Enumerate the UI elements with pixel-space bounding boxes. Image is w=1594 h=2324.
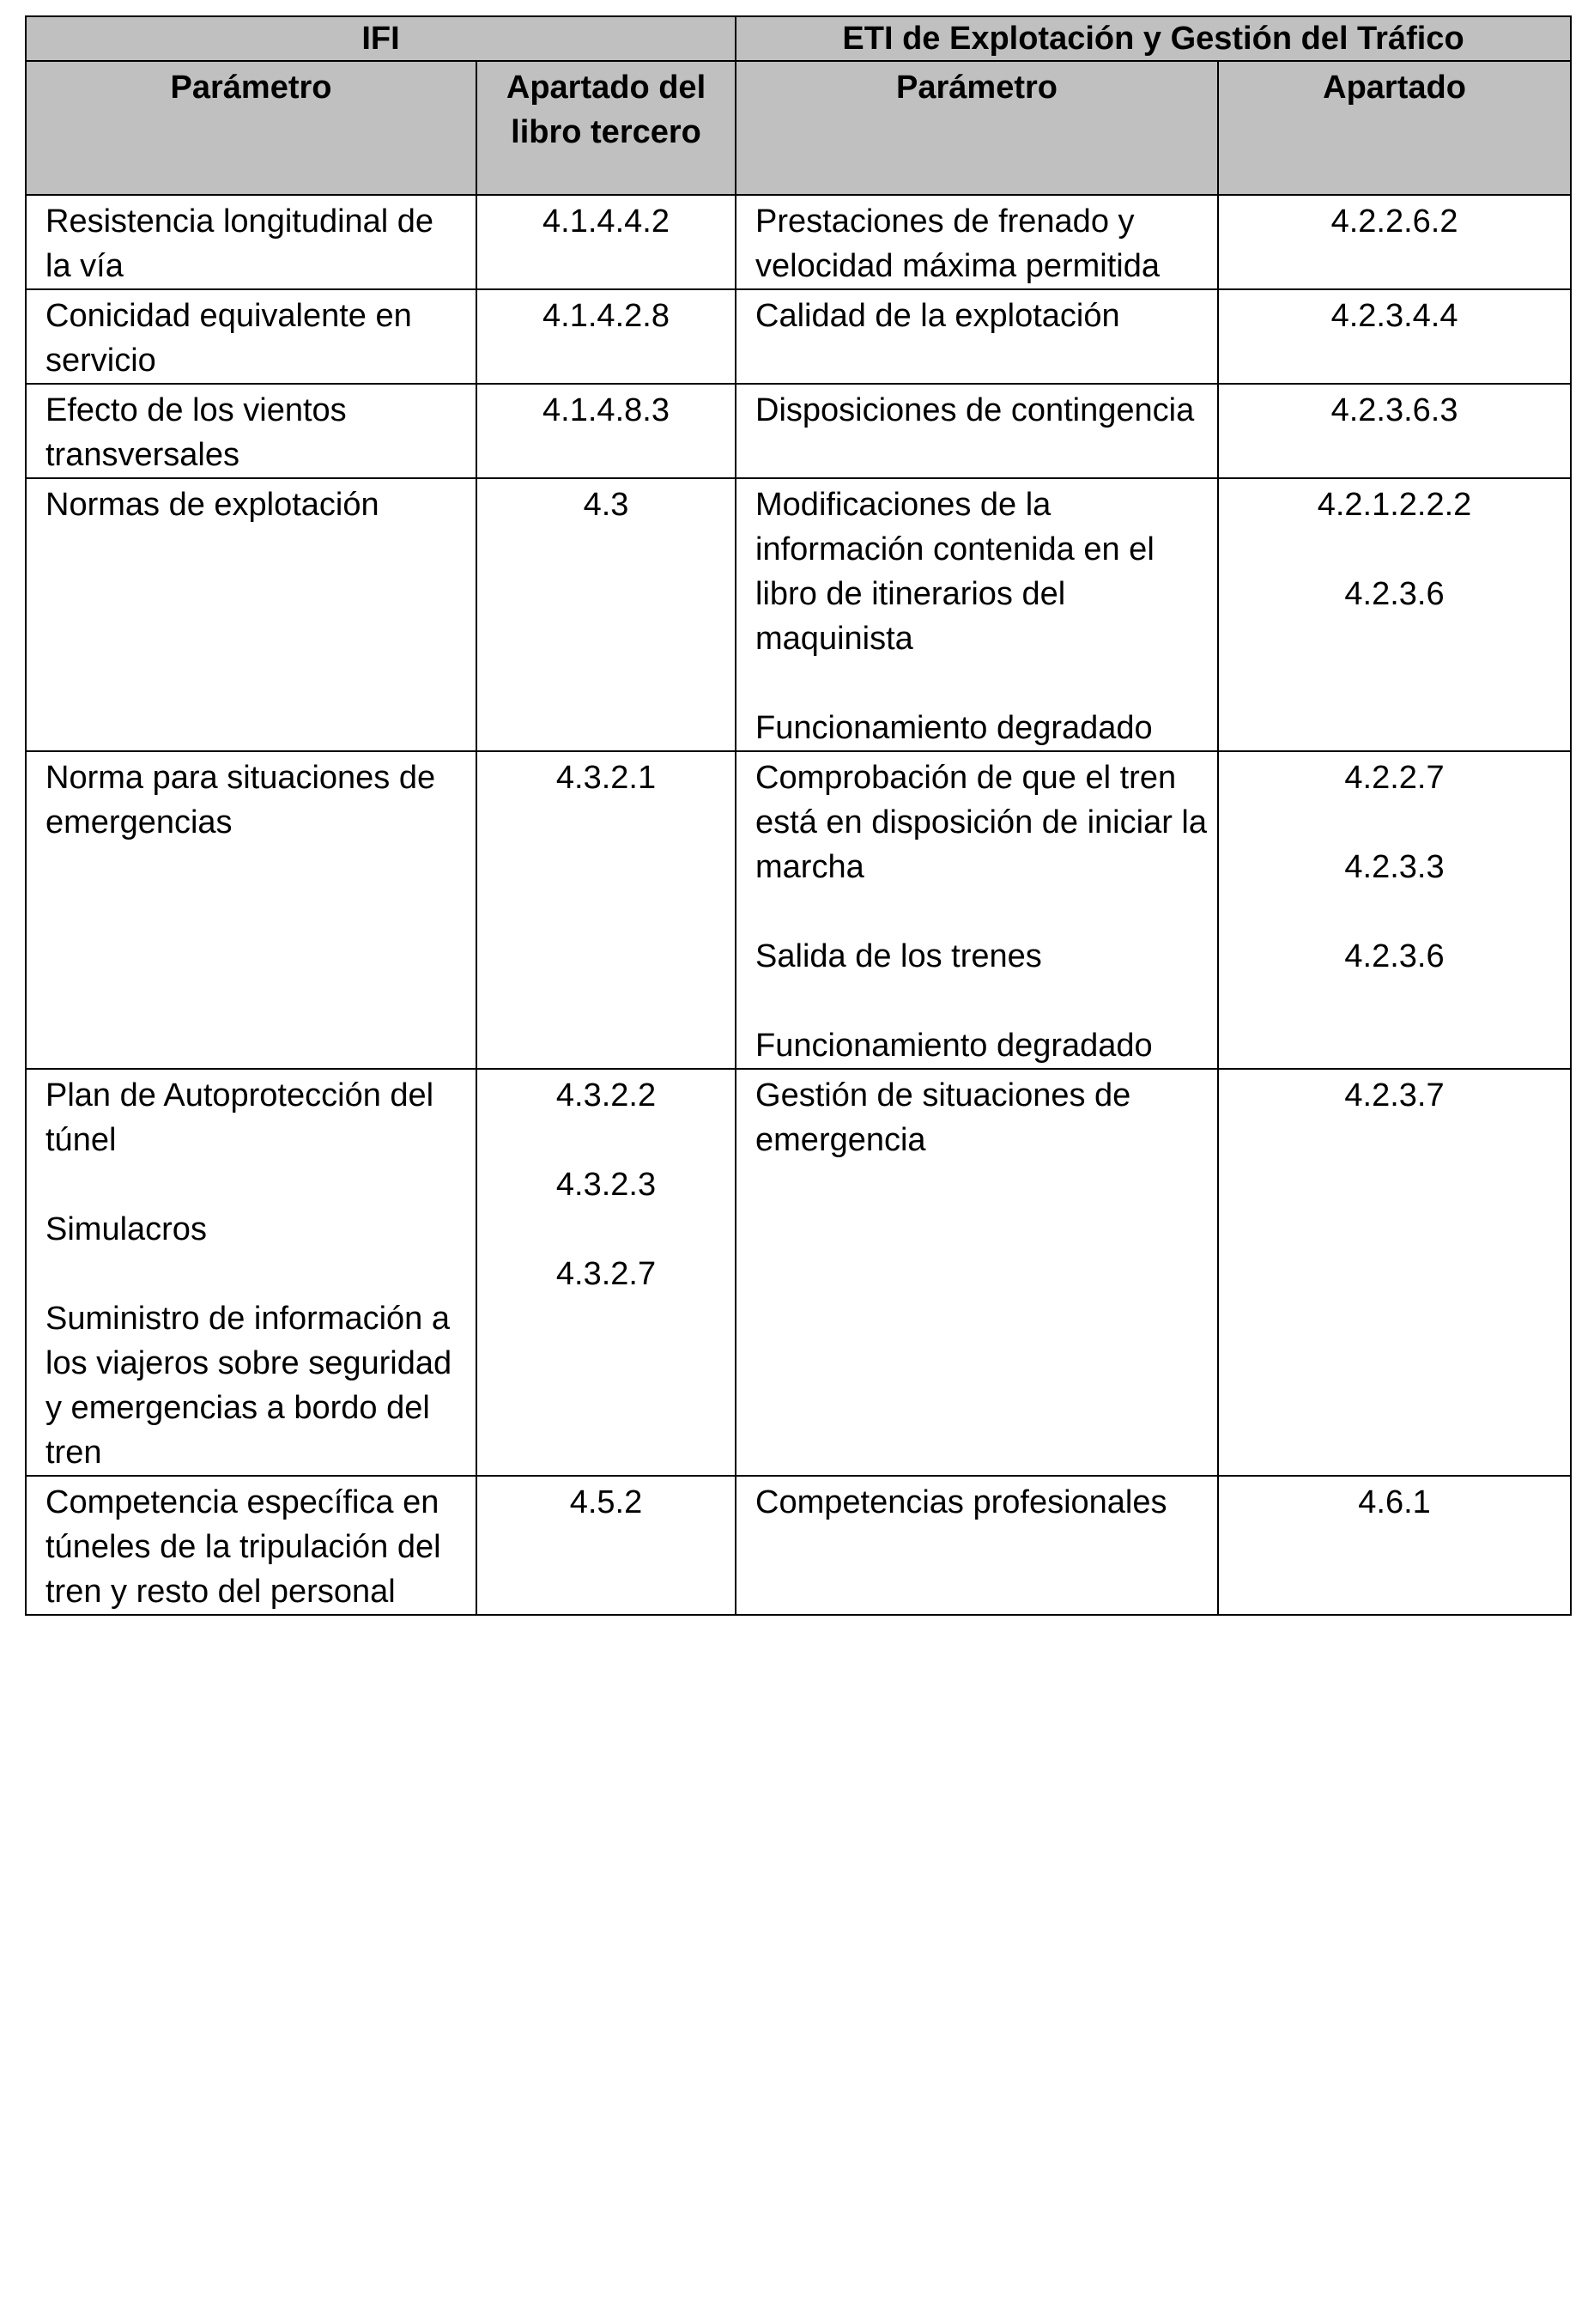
table-body bbox=[26, 195, 1571, 1615]
ifi-section-cell bbox=[476, 751, 736, 1069]
eti-parameter-cell bbox=[736, 384, 1218, 478]
table-row bbox=[26, 478, 1571, 751]
ifi-section-ref: 4.1.4.8.3 bbox=[542, 392, 670, 428]
eti-section-ref: 4.6.1 bbox=[1358, 1484, 1431, 1520]
ifi-parameter-cell bbox=[26, 1476, 476, 1615]
eti-section-ref: 4.2.2.7 bbox=[1344, 760, 1445, 796]
ifi-parameter: Norma para situaciones de emergencias bbox=[45, 760, 436, 840]
eti-section-cell bbox=[1218, 1476, 1571, 1615]
eti-parameter-cell bbox=[736, 1476, 1218, 1615]
ifi-section-ref: 4.5.2 bbox=[569, 1484, 643, 1520]
eti-section-ref: 4.2.3.4.4 bbox=[1330, 298, 1458, 334]
eti-parameter: Salida de los trenes bbox=[755, 938, 1042, 974]
eti-section-ref: 4.2.3.3 bbox=[1344, 849, 1445, 885]
eti-section-cell bbox=[1218, 751, 1571, 1069]
ifi-section-cell bbox=[476, 384, 736, 478]
table-row bbox=[26, 751, 1571, 1069]
table-row bbox=[26, 195, 1571, 289]
eti-parameter-cell bbox=[736, 289, 1218, 384]
eti-section-ref: 4.2.1.2.2.2 bbox=[1317, 487, 1472, 523]
eti-parameter: Funcionamiento degradado bbox=[755, 1028, 1153, 1064]
group-header-eti: ETI de Explotación y Gestión del Tráfico bbox=[736, 16, 1571, 61]
eti-section-cell bbox=[1218, 384, 1571, 478]
ifi-parameter: Normas de explotación bbox=[45, 487, 379, 523]
ifi-parameter-cell bbox=[26, 1069, 476, 1476]
ifi-section-cell bbox=[476, 1476, 736, 1615]
ifi-section-ref: 4.3.2.2 bbox=[555, 1077, 657, 1113]
ifi-parameter-cell bbox=[26, 289, 476, 384]
ifi-parameter-cell bbox=[26, 195, 476, 289]
eti-parameter-cell bbox=[736, 195, 1218, 289]
eti-parameter: Comprobación de que el tren está en disposición de iniciar la marcha bbox=[755, 760, 1207, 885]
eti-section-ref: 4.2.3.6 bbox=[1344, 938, 1445, 974]
group-header-ifi: IFI bbox=[26, 16, 736, 61]
ifi-parameter-cell bbox=[26, 384, 476, 478]
ifi-parameter: Competencia específica en túneles de la tripulación del tren y resto del personal bbox=[45, 1484, 441, 1610]
ifi-parameter: Efecto de los vientos transversales bbox=[45, 392, 347, 473]
eti-parameter-cell bbox=[736, 751, 1218, 1069]
eti-section-ref: 4.2.3.6.3 bbox=[1330, 392, 1458, 428]
column-header-eti-parameter: Parámetro bbox=[736, 61, 1218, 195]
ifi-parameter: Conicidad equivalente en servicio bbox=[45, 298, 412, 379]
table-row bbox=[26, 1476, 1571, 1615]
ifi-parameter-cell bbox=[26, 478, 476, 751]
eti-parameter: Gestión de situaciones de emergencia bbox=[755, 1077, 1131, 1158]
ifi-section-ref: 4.3.2.7 bbox=[555, 1256, 657, 1292]
eti-section-cell bbox=[1218, 195, 1571, 289]
ifi-parameter: Simulacros bbox=[45, 1211, 207, 1247]
eti-parameter: Competencias profesionales bbox=[755, 1484, 1167, 1520]
ifi-parameter: Resistencia longitudinal de la vía bbox=[45, 203, 434, 284]
eti-section-cell bbox=[1218, 478, 1571, 751]
eti-section-ref: 4.2.3.7 bbox=[1344, 1077, 1445, 1113]
eti-parameter-cell bbox=[736, 478, 1218, 751]
ifi-section-cell bbox=[476, 289, 736, 384]
eti-section-cell bbox=[1218, 1069, 1571, 1476]
ifi-parameter: Suministro de información a los viajeros sobre seguridad y emergencias a bordo del tren bbox=[45, 1301, 452, 1471]
ifi-section-cell bbox=[476, 478, 736, 751]
ifi-section-cell bbox=[476, 1069, 736, 1476]
eti-parameter-cell bbox=[736, 1069, 1218, 1476]
eti-parameter: Prestaciones de frenado y velocidad máxima permitida bbox=[755, 203, 1160, 284]
table-row bbox=[26, 1069, 1571, 1476]
eti-parameter: Modificaciones de la información contenida en el libro de itinerarios del maquinista bbox=[755, 487, 1155, 657]
eti-section-cell bbox=[1218, 289, 1571, 384]
ifi-section-ref: 4.3.2.1 bbox=[555, 760, 657, 796]
ifi-parameter: Plan de Autoprotección del túnel bbox=[45, 1077, 434, 1158]
column-header-eti-section: Apartado bbox=[1218, 61, 1571, 195]
eti-section-ref: 4.2.2.6.2 bbox=[1330, 203, 1458, 240]
table-row bbox=[26, 384, 1571, 478]
eti-parameter: Disposiciones de contingencia bbox=[755, 392, 1195, 428]
eti-section-ref: 4.2.3.6 bbox=[1344, 576, 1445, 612]
ifi-section-ref: 4.1.4.4.2 bbox=[542, 203, 670, 240]
table-header bbox=[26, 16, 1571, 195]
table-row bbox=[26, 289, 1571, 384]
ifi-section-cell bbox=[476, 195, 736, 289]
eti-parameter: Calidad de la explotación bbox=[755, 298, 1120, 334]
correspondence-table bbox=[25, 15, 1572, 1616]
column-header-ifi-parameter: Parámetro bbox=[26, 61, 476, 195]
ifi-parameter-cell bbox=[26, 751, 476, 1069]
group-header-row bbox=[26, 16, 1571, 61]
ifi-section-ref: 4.3.2.3 bbox=[555, 1167, 657, 1203]
column-header-ifi-section: Apartado del libro tercero bbox=[476, 61, 736, 195]
ifi-section-ref: 4.1.4.2.8 bbox=[542, 298, 670, 334]
eti-parameter: Funcionamiento degradado bbox=[755, 710, 1153, 746]
ifi-section-ref: 4.3 bbox=[583, 487, 629, 523]
column-header-row bbox=[26, 61, 1571, 195]
